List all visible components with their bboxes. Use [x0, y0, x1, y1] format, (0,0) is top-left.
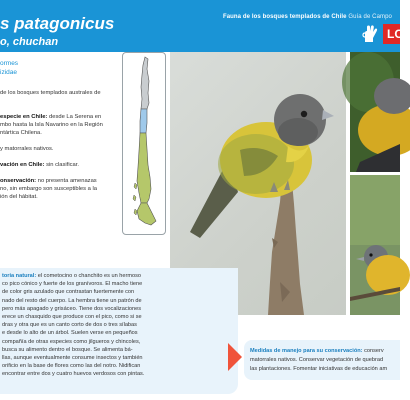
natural-history-line: busca su alimento dentro el bosque. Se alimenta bá-	[2, 346, 133, 353]
management-line-1: conserv	[364, 348, 384, 354]
threats-label: onservación:	[0, 178, 37, 184]
threats-line-2: no, sin embargo son susceptibles a la	[0, 186, 97, 192]
threats-line-3: ión del hábitat.	[0, 194, 38, 200]
natural-history-line: nado del resto del cuerpo. La hembra tiene un patrón de	[2, 297, 142, 304]
natural-history-line: pero más apagado y grisáceo. Tiene dos vocalizaciones	[2, 305, 141, 312]
taxonomy-family: izidae	[0, 69, 17, 76]
arrow-right-icon	[228, 343, 242, 371]
natural-history-line: co pico cónico y fuerte de los granívoros. El macho tiene	[2, 281, 143, 288]
natural-history-line: erece un chasquido que produce con el pico, como si se	[2, 314, 142, 321]
distribution-label: especie en Chile:	[0, 114, 48, 120]
management-line-2: matorrales nativos. Conservar vegetación de quebrad	[250, 357, 384, 363]
side-photo-top	[350, 52, 400, 172]
side-photo-bottom	[350, 175, 400, 315]
threats-text: no presenta amenazas	[37, 178, 97, 184]
header-bar	[0, 0, 404, 52]
guide-tagline	[223, 14, 392, 20]
natural-history-line: el cometocino o chanchito es un hermoso	[37, 273, 141, 279]
natural-history-line: dras y otra que es un canto corto de dos o tres sílabas	[2, 322, 137, 329]
threats-line-1	[0, 178, 112, 186]
side-photo-top-illustration	[350, 52, 400, 172]
natural-history-box	[0, 268, 238, 394]
natural-history-line: llas, aunque eventualmente consume insectos y también	[2, 355, 143, 362]
distribution-text: desde La Serena en	[49, 114, 102, 120]
chile-map-graphic	[123, 53, 165, 234]
logo-badge: LO	[383, 24, 400, 44]
habitat-text: de los bosques templados australes de	[0, 90, 101, 96]
natural-history-line: compañía de otras especies como jilgueros y chincoles,	[2, 338, 141, 345]
distribution-map	[122, 52, 166, 235]
management-text	[250, 347, 410, 374]
species-common-name: o, chuchan	[0, 36, 59, 48]
hand-icon	[362, 24, 378, 44]
guide-tagline-rest: Guía de Campo	[348, 14, 392, 20]
status-text: sin clasificar.	[46, 162, 79, 168]
status-label: vación en Chile:	[0, 162, 45, 168]
side-photo-bottom-illustration	[350, 175, 400, 315]
natural-history-line: orificio en la base de flores como las del notro. Nidifican	[2, 363, 141, 370]
natural-history-text	[2, 272, 234, 379]
taxonomy-order: ormes	[0, 60, 19, 67]
distribution-line-1	[0, 114, 112, 122]
distribution-line-2: mbo hasta la Isla Navarino en la Región	[0, 122, 103, 128]
status-line	[0, 162, 112, 170]
matorrales-text: y matorrales nativos.	[0, 146, 54, 152]
guide-tagline-bold: Fauna de los bosques templados de Chile	[222, 14, 347, 20]
management-line-3: las plantaciones. Fomentar iniciativas de educación am	[250, 366, 388, 372]
natural-history-line: de color gris azulado que contrastan fuertemente con	[2, 289, 135, 296]
management-box	[244, 340, 400, 380]
distribution-line-3: ntártica Chilena.	[0, 130, 42, 136]
natural-history-line: encontrar entre dos y cuatro huevos verdosos con pintas.	[2, 371, 145, 378]
natural-history-label: toria natural:	[2, 273, 37, 279]
natural-history-line: e desde lo alto de un árbol. Suelen verse en pequeños	[2, 330, 138, 337]
management-label: Medidas de manejo para su conservación:	[250, 348, 363, 354]
species-scientific-name: s patagonicus	[0, 14, 115, 33]
